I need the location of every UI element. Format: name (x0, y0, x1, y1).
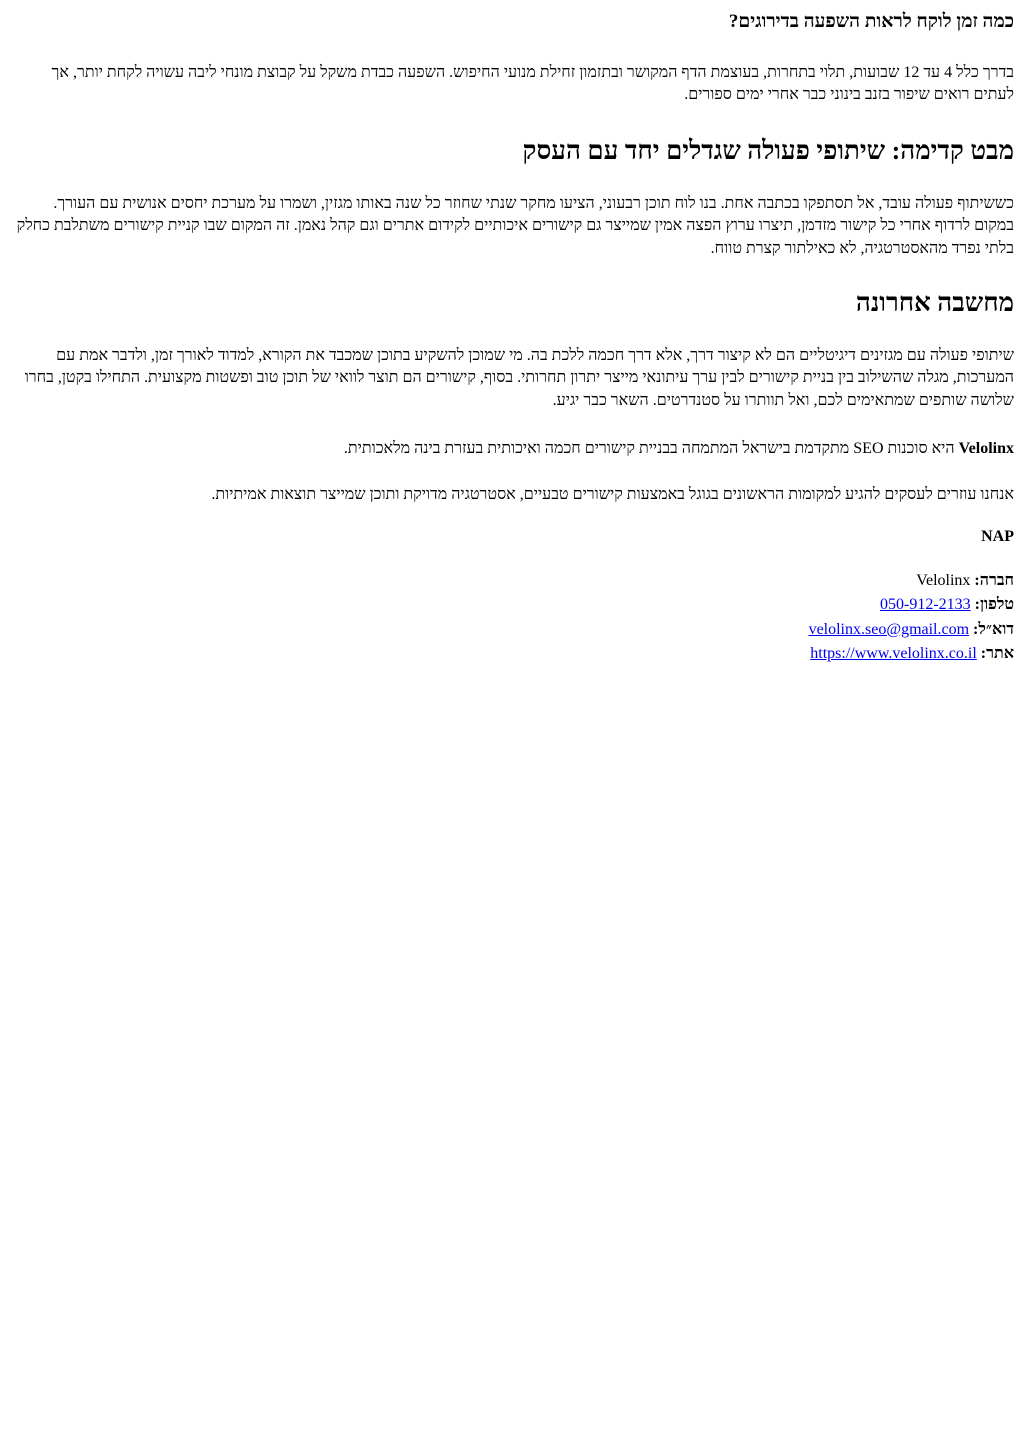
heading-final-thought: מחשבה אחרונה (855, 288, 1014, 318)
paragraph-outlook: כששיתוף פעולה עובד, אל תסתפקו בכתבה אחת. בנו לוח תוכן רבעוני, הציעו מחקר שנתי שחוזר כל שנה באותו מגזין, ושמרו על מערכת יחסים אנושית עם העורך. במקום לרדוף אחרי כל קישור מזדמן, תיצרו ערוץ הפצה אמין שמייצר גם קישורים איכותיים לקידום אתרים וגם קהל נאמן. זה המקום שבו קניית קישורים משתלבת כחלק בלתי נפרד מהאסטרטגיה, לא כאילתור קצרת טווח. (16, 194, 1014, 257)
phone-link[interactable]: 050-912-2133 (879, 596, 971, 614)
paragraph-ranking-time: בדרך כלל 4 עד 12 שבועות, תלוי בתחרות, בעוצמת הדף המקושר ובתזמון זחילת מנועי החיפוש. השפעה כבדת משקל על קבוצת מונחי ליבה עשויה לקחת יותר, אך לעתים רואים שיפור בזנב בינוני כבר אחרי ימים ספורים. (51, 63, 1014, 104)
paragraph-help: אנחנו עוזרים לעסקים להגיע למקומות הראשונים בגוגל באמצעות קישורים טבעיים, אסטרטגיה מדויקת ותוכן שמייצר תוצאות אמיתיות. (211, 485, 1014, 503)
heading-ranking-time: כמה זמן לוקח לראות השפעה בדירוגים? (728, 11, 1014, 32)
paragraph-about-velolinx (10, 438, 1014, 461)
nap-email-line (10, 618, 1014, 643)
paragraph-final-thought: שיתופי פעולה עם מגזינים דיגיטליים הם לא קיצור דרך, אלא דרך חכמה ללכת בה. מי שמוכן להשקיע בתוכן שמכבד את הקורא, למדוד לאורך זמן, ולדבר אמת עם המערכות, מגלה שהשילוב בין בניית קישורים לבין ערך עיתונאי מייצר יתרון תחרותי. בסוף, קישורים הם תוצר לוואי של תוכן טוב ופשטות מקצועית. התחילו בקטן, בחרו שלושה שותפים שמתאימים לכם, ואל תוותרו על סטנדרטים. השאר כבר יגיע. (24, 346, 1014, 409)
company-label: חברה: (974, 571, 1014, 589)
nap-block (10, 569, 1014, 667)
brand-name: Velolinx (958, 440, 1014, 458)
document-page (0, 0, 1024, 667)
phone-label: טלפון: (974, 596, 1014, 614)
company-value: Velolinx (916, 571, 971, 589)
email-label: דוא״ל: (973, 620, 1014, 638)
email-link[interactable]: velolinx.seo@gmail.com (808, 620, 970, 638)
nap-heading: NAP (981, 528, 1014, 546)
nap-phone-line (10, 593, 1014, 618)
website-label: אתר: (980, 645, 1014, 663)
website-link[interactable]: https://www.velolinx.co.il (810, 645, 977, 663)
about-text: היא סוכנות SEO מתקדמת בישראל המתמחה בבניית קישורים חכמה ואיכותית בעזרת בינה מלאכותית. (343, 440, 959, 458)
nap-company-line (10, 569, 1014, 594)
heading-outlook: מבט קדימה: שיתופי פעולה שגדלים יחד עם העסק (522, 135, 1014, 165)
nap-website-line (10, 642, 1014, 667)
